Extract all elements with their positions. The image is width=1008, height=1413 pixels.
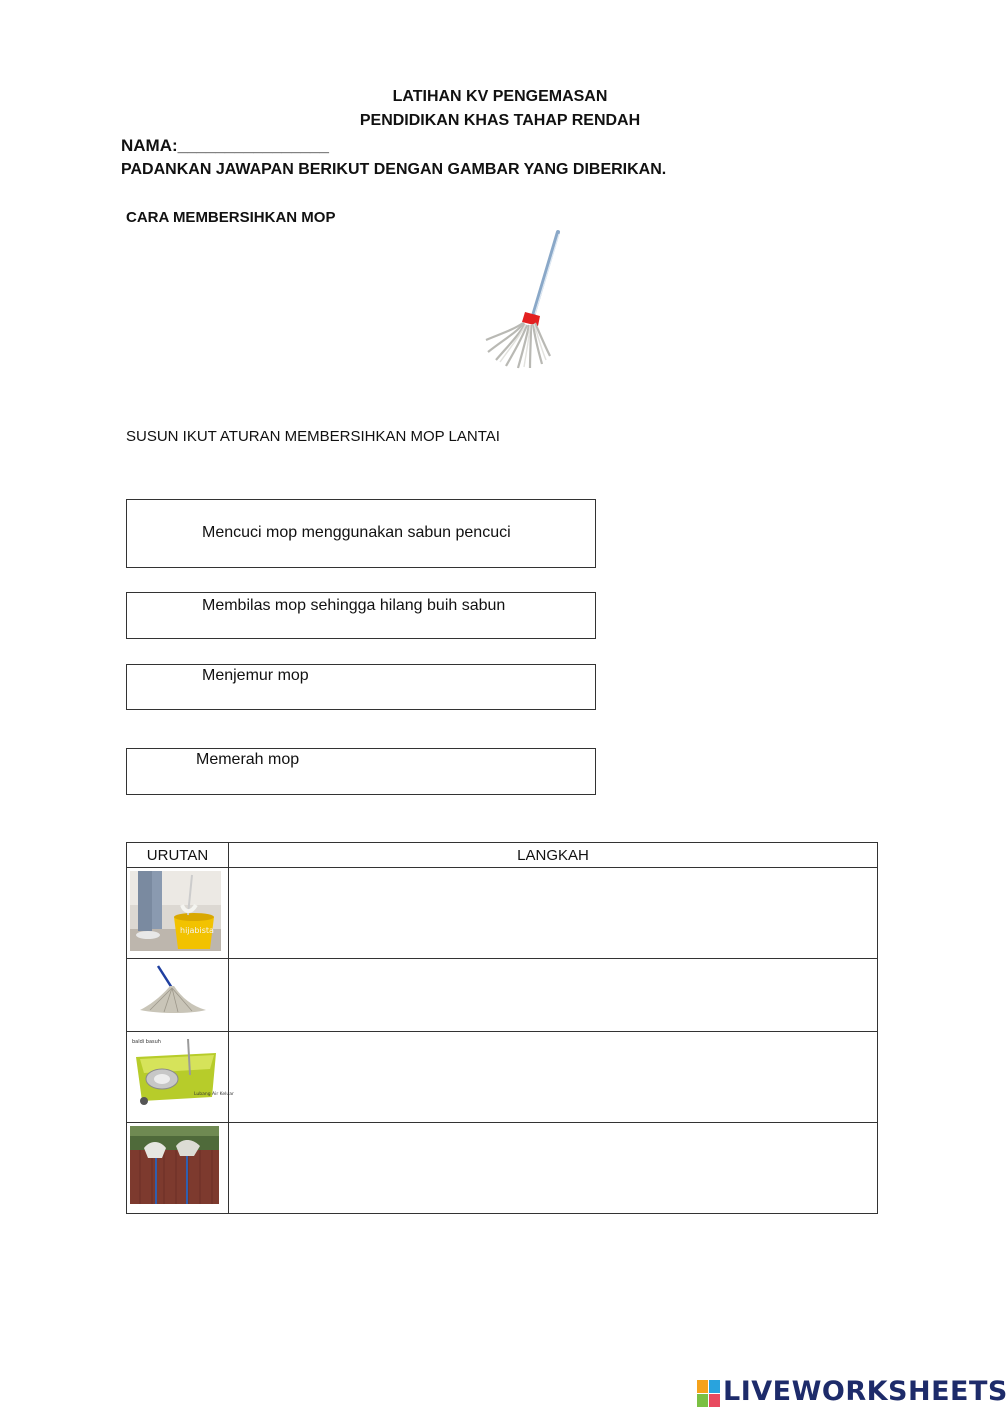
photo-callout: baldi basuh <box>132 1039 161 1045</box>
step-answer-cell[interactable] <box>229 1123 878 1214</box>
table-row <box>127 1123 878 1214</box>
photo-callout: Lubang Air Keluar <box>194 1092 234 1097</box>
option-label: Menjemur mop <box>202 667 309 684</box>
mops-drying-on-fence-photo <box>130 1126 219 1204</box>
option-label: Mencuci mop menggunakan sabun pencuci <box>202 524 511 541</box>
option-label: Membilas mop sehingga hilang buih sabun <box>202 597 506 614</box>
step-image-cell <box>127 1032 234 1123</box>
table-header-row <box>127 843 878 868</box>
step-answer-cell[interactable] <box>229 959 878 1032</box>
option-box[interactable] <box>126 592 596 639</box>
option-label: Memerah mop <box>196 751 300 768</box>
mop-in-yellow-bucket-photo <box>130 871 221 951</box>
col-header-order: URUTAN <box>127 843 229 868</box>
option-box[interactable] <box>126 664 596 710</box>
steps-table <box>126 842 878 1214</box>
step-answer-cell[interactable] <box>229 868 878 959</box>
table-row <box>127 868 878 959</box>
mop-illustration <box>478 228 568 373</box>
section-heading: CARA MEMBERSIHKAN MOP <box>126 209 336 226</box>
brand-logo <box>697 1376 1008 1410</box>
white-mop-photo <box>130 962 221 1024</box>
spin-mop-bucket-photo <box>130 1035 234 1111</box>
brand-name: LIVEWORKSHEETS <box>723 1376 1008 1407</box>
step-image-cell <box>127 1123 229 1214</box>
option-box[interactable] <box>126 748 596 795</box>
col-header-step: LANGKAH <box>229 843 878 868</box>
step-image-cell <box>127 959 229 1032</box>
mop-handle <box>533 232 558 316</box>
table-row <box>127 1032 878 1123</box>
table-row <box>127 959 878 1032</box>
option-box[interactable] <box>126 499 596 568</box>
worksheet-title: LATIHAN KV PENGEMASAN <box>392 88 608 105</box>
worksheet-subtitle: PENDIDIKAN KHAS TAHAP RENDAH <box>359 112 641 129</box>
photo-watermark: hijabista <box>180 926 214 935</box>
brand-mark-icon <box>697 1380 721 1408</box>
step-answer-cell[interactable] <box>229 1032 878 1123</box>
name-label: NAMA:________________ <box>121 136 329 155</box>
step-image-cell <box>127 868 229 959</box>
section-subheading: SUSUN IKUT ATURAN MEMBERSIHKAN MOP LANTAI <box>126 428 500 445</box>
instruction-text: PADANKAN JAWAPAN BERIKUT DENGAN GAMBAR YANG DIBERIKAN. <box>121 161 667 178</box>
mop-handle-highlight <box>535 234 559 314</box>
